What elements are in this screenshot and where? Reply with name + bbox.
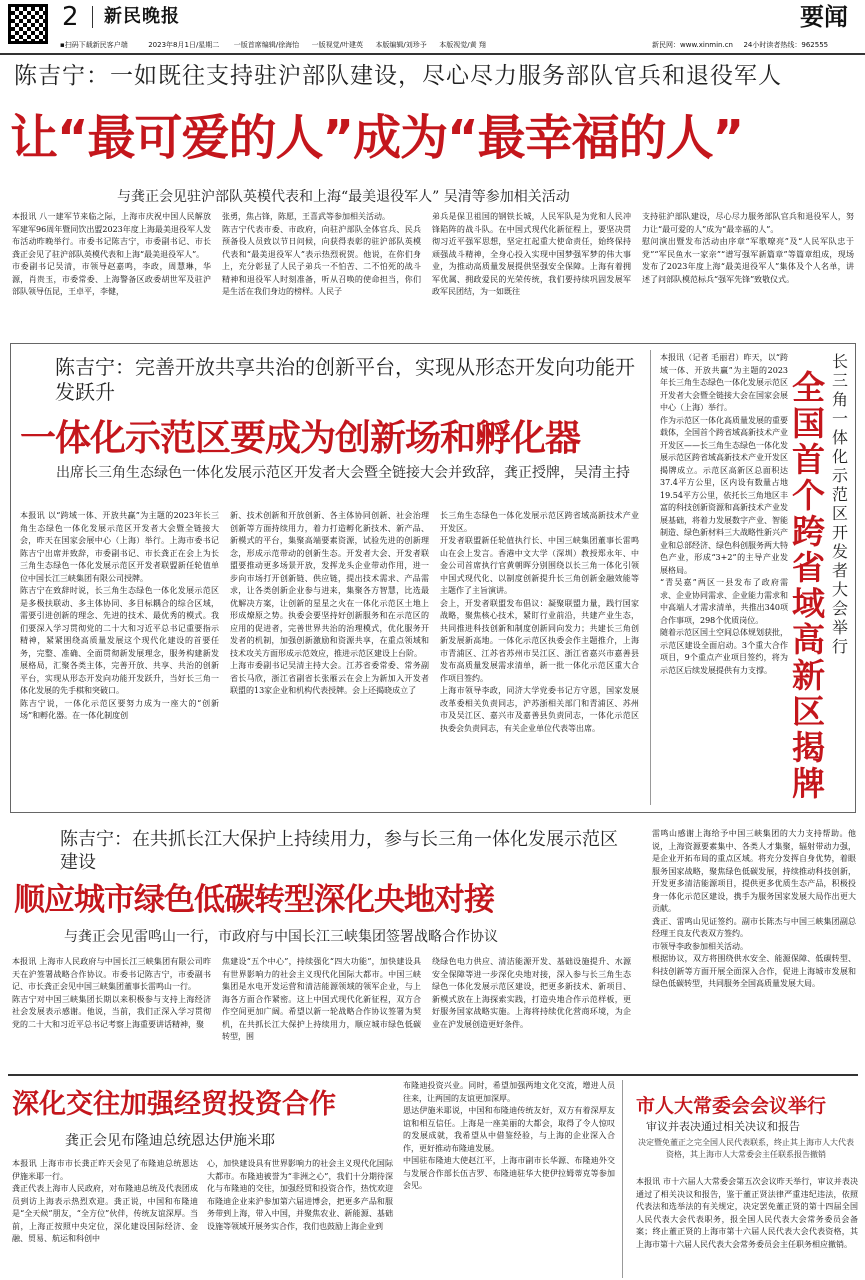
s3-subhead: 与龚正会见雷鸣山一行，市政府与中国长江三峡集团签署战略合作协议 bbox=[64, 929, 498, 945]
s3-col2: 焦建设“五个中心”，持续强化“四大功能”，加快建设具有世界影响力的社会主义现代化国际大都市。中国三峡集团是水电开发运营和清洁能源领域的领军企业，与上海各方面合作紧密。这上中国式现代化新征程，双方合作空间更加广阔。希望以新一轮战略合作协议签署为契机，在共抓长江大保护上持续用力，顺应城市绿色低碳转型，围 bbox=[222, 957, 421, 1041]
hotline: 24小时读者热线：962555 bbox=[743, 41, 829, 49]
s5-divider bbox=[622, 1080, 623, 1278]
s2-col1: 本报讯 以“跨域一体、开放共赢”为主题的2023年长三角生态绿色一体化发展示范区开发者大会暨全链接大会，昨天在国家会展中心（上海）举行。上海市委书记陈吉宁出席并致辞，市委副书记、市长龚正在会上为长三角生态绿色一体化发展示范区开发者联盟新任轮值单位中国长江三峡集团有限公司授牌。 陈吉宁在致辞时说，长三角生态绿色一体化发展示范区是多极扶联动、多主体协同、多目标耦合的综合区域，需要引进创新的理念、先进的技术、最优秀的模式。我们要深入学习贯彻党的二十大和习近平总书记重要指示精神，紧紧围绕高质量发展这个现代化建设的首要任务，完整、准确、全面贯彻新发展理念，服务构建新发展格局，汇聚各类主体，完善开放、共享、共治的创新平台，实现从形态开发向功能开发跃升，当好长三角一体化发展的先手棋和突破口。 陈吉宁说，一体化示范区要努力成为一座大的“创新场”和孵化器。在一体化制度创 bbox=[20, 511, 219, 720]
section-label: 要闻 bbox=[800, 2, 848, 31]
s4-col1: 本报讯 上海市市长龚正昨天会见了布隆迪总统恩达伊施米耶一行。 龚正代表上海市人民政府，对布隆迪总统及代表团成员到访上海表示热烈欢迎。龚正说，中国和布隆迪是“全天候”朋友，“全方位”伙伴，传统友谊深厚。当前，上海正按照中央定位，深化建设国际经济、金融、贸易、航运和科创中 bbox=[12, 1159, 198, 1243]
s1-subhead: 与龚正会见驻沪部队英模代表和上海“最美退役军人” 吴清等参加相关活动 bbox=[117, 189, 570, 205]
s2-side-divider bbox=[650, 350, 651, 805]
s3-side: 雷鸣山感谢上海给予中国三峡集团的大力支持帮助。他说，上海资源要素集中、各类人才集聚，辐射带动力强，是企业开拓布局的重点区域。将充分发挥自身优势，着眼服务国家战略，聚焦绿色低碳发展，持续推动科技创新，开发更多清洁能源项目，提供更多优质生态产品，积极投身一体化示范区建设，携手为服务国家发展大局作出更大贡献。 龚正、雷鸣山见证签约。副市长陈杰与中国三峡集团副总经理王良友代表双方签约。 市领导李政参加相关活动。 根据协议，双方将围绕供水安全、能源保障、低碳转型、科技创新等方面开展全面深入合作，促进上海城市发展和绿色低碳转型，共同服务全国高质量发展大局。 bbox=[652, 829, 856, 988]
editor-first: 一版视觉/叶建英 bbox=[311, 41, 363, 49]
s1-kicker: 陈吉宁：一如既往支持驻沪部队建设，尽心尽力服务部队官兵和退役军人 bbox=[14, 63, 782, 89]
qr-note: ▪扫码下载新民客户端 bbox=[60, 41, 128, 49]
qr-code bbox=[8, 4, 48, 44]
website: 新民网：www.xinmin.cn bbox=[652, 41, 733, 49]
page-number: 2 bbox=[62, 2, 79, 32]
s1-col3: 弟兵是保卫祖国的钢铁长城，人民军队是为党和人民冲锋陷阵的战斗队。在中国式现代化新征程上，要坚决贯彻习近平强军思想，坚定扛起重大使命责任，始终保持顽强战斗精神，全身心投入实现中国梦强军梦的伟大事业，为推动高质量发展提供坚强安全保障。上海有着拥军优属、拥政爱民的光荣传统，我们要持续巩固发展军政军民团结，为一如既往 bbox=[432, 212, 631, 296]
s2-side-headline: 全国首个跨省域高新区揭牌 bbox=[792, 368, 825, 803]
bottom-rule bbox=[8, 1074, 858, 1076]
s3-col3: 绕绿色电力供应、清洁能源开发、基础设施提升、水源安全保障等进一步深化央地对接，深入参与长三角生态绿色一体化发展示范区建设，把更多新技术、新项目、新模式放在上海探索实践，打造央地合作示范样板，更好服务国家战略实施。上海将持续优化营商环境，为企业在沪发展创造更好条件。 bbox=[432, 957, 631, 1029]
s1-col4: 支持驻沪部队建设，尽心尽力服务部队官兵和退役军人，努力让“最可爱的人”成为“最幸福的人”。 慰问演出暨发布活动由序章“军歌嘹亮”及“人民军队忠于党”“军民鱼水一家亲”“谱写强军新篇章”等篇章组成，现场发布了2023年度上海“最美退役军人”集体及个人名单，讲述了问部队模范标兵“强军先锋”致敬仪式。 bbox=[642, 212, 854, 284]
s2-col3: 长三角生态绿色一体化发展示范区跨省域高新技术产业开发区。 开发者联盟新任轮值执行长、中国三峡集团董事长雷鸣山在会上发言。香港中文大学（深圳）教授郑永年、中金公司首席执行官黄朝晖分别围绕以长三角一体化引领中国式现代化、以制度创新提升长三角创新金融效能等主题作了主旨演讲。 会上，开发者联盟发布倡议：凝聚联盟力量，践行国家战略，聚焦核心技术，紧盯行业前沿，共建产业生态，共同推进科技创新和制度创新同向发力；共建长三角创新发展新高地。一体化示范区执委会作主题推介，上海市青浦区、江苏省苏州市吴江区、浙江省嘉兴市嘉善县发布高质量发展需求清单，新一批一体化示范区重大合作项目签约。 上海市领导李政，同济大学党委书记方守恩，国家发展改革委相关负责同志，沪苏浙相关部门和青浦区、苏州市及吴江区、嘉兴市及嘉善县负责同志，一体化示范区执委会负责同志，有关企业单位代表等出席。 bbox=[440, 511, 639, 733]
paper-name: 新民晚报 bbox=[104, 6, 180, 27]
editor-visual: 本版视觉/黄 翔 bbox=[439, 41, 486, 49]
masthead-contact bbox=[652, 40, 828, 50]
s2-col2: 新、技术创新和开放创新、各主体协同创新、社会治理创新等方面持续用力，着力打造孵化新技术、新产品、新模式的平台，集聚高端要素资源，试验先进的创新理念，形成示范带动的创新生态。开发者大会、开发者联盟要推动更多场景开放，发挥龙头企业带动作用，进一步向市场打开创新链、供应链，提出技术需求、产品需求，让各类创新企业参与进来，集聚各方智慧，比选最优解决方案，让创新的星星之火在一体化示范区土地上形成燎原之势。执委会要坚持好创新服务和在示范区的应用的促进者，完善世界共治的治理模式，优化服务开发者的机制，加强创新激励和资源共享，在重点领域和技术攻关方面形成示范效应，推进示范区建设上台阶。 上海市委副书记吴清主持大会。江苏省委常委、常务副省长马欣，浙江省副省长张雁云在会上为新加入开发者联盟的13家企业和机构代表授牌。会上还揭晓成立了 bbox=[230, 511, 429, 695]
s3-col1: 本报讯 上海市人民政府与中国长江三峡集团有限公司昨天在沪签署战略合作协议。市委书记陈吉宁，市委副书记、市长龚正会见中国三峡集团董事长雷鸣山一行。 陈吉宁对中国三峡集团长期以来积极参与支持上海经济社会发展表示感谢。他说，当前，我们正深入学习贯彻党的二十大和习近平总书记考察上海重要讲话精神，聚 bbox=[12, 957, 211, 1029]
editor-chief: 一版首席编辑/徐海怡 bbox=[233, 41, 300, 49]
masthead-rule bbox=[0, 53, 865, 55]
s4-subhead: 龚正会见布隆迪总统恩达伊施米耶 bbox=[65, 1133, 275, 1149]
s4-col3: 布隆迪投资兴业。同时，希望加强两地文化交流，增进人员往来，让两国的友谊更加深厚。 恩达伊施米耶说，中国和布隆迪传统友好，双方有着深厚友谊和相互信任。上海是一座美丽的大都会，取得了令人惊叹的发展成就，我希望从中借鉴经验，与上海的企业深入合作，更好推动布隆迪发展。 中国驻布隆迪大使赵江平，上海市副市长华源、布隆迪外交与发展合作部长伍吉罗、布隆迪驻华大使伊拉姆蒂克等参加会见。 bbox=[403, 1081, 615, 1190]
s5-subhead: 审议并表决通过相关决议和报告 bbox=[646, 1120, 800, 1133]
issue-date: 2023年8月1日/星期二 bbox=[148, 41, 220, 49]
s4-headline: 深化交往加强经贸投资合作 bbox=[12, 1089, 336, 1120]
s2-side-text: 本报讯（记者 毛丽君）昨天，以“跨域一体、开放共赢”为主题的2023年长三角生态绿色一体化发展示范区开发者大会暨全链接大会在国家会展中心（上海）举行。 作为示范区一体化高质量发展的重要载体，全国首个跨省域高新技术产业开发区——长三角生态绿色一体化发展示范区跨省域高新技术产业开发区揭牌成立。示范区高新区总面积达37.4平方公里，区内设有数量占地19.54平方公里，依托长三角地区丰富的科技创新资源和高新技术产业发展基础，将着力发展数字产业、智能制造、绿色新材料三大战略性新兴产业和总部经济、绿色科创服务两大特色产业，形成“3+2”的主导产业发展格局。 “青吴嘉”两区一县发布了政府需求、企业协同需求、企业能力需求和中高端人才需求清单，共推出340项合作事项，298个优质岗位。 随着示范区国土空间总体规划获批，示范区建设全面启动。3个重大合作项目，9个重点产业项目签约，将为示范区后续发展提供有力支撑。 bbox=[660, 353, 788, 675]
s2-headline: 一体化示范区要成为创新场和孵化器 bbox=[20, 418, 581, 459]
s2-subhead: 出席长三角生态绿色一体化发展示范区开发者大会暨全链接大会并致辞，龚正授牌，吴清主持 bbox=[56, 465, 630, 481]
s2-kicker: 陈吉宁：完善开放共享共治的创新平台，实现从形态开发向功能开发跃升 bbox=[55, 355, 635, 404]
s5-body: 本报讯 市十六届人大常委会第五次会议昨天举行，审议并表决通过了相关决议和报告，鉴于董正贤法律严重违纪违法，依照代表法和选举法的有关规定，决定罢免董正贤的第十四届全国人民代表大会代表职务，报全国人民代表大会常务委员会备案；终止董正贤的上海市第十六届人民代表大会代表资格，其上海市第十六届人民代表大会常务委员会主任职务相应撤销。 bbox=[636, 1177, 858, 1249]
s5-summary: 决定暨免董正之完全国人民代表联系，终止其上海市人大代表资格，其上海市人大常委会主任联系报告撤销 bbox=[638, 1138, 854, 1159]
divider bbox=[92, 6, 93, 28]
s2-side-kicker: 长三角一体化示范区开发者大会举行 bbox=[832, 352, 849, 656]
s4-col2: 心，加快建设具有世界影响力的社会主义现代化国际大都市。布隆迪被誉为“非洲之心”，我们十分期待深化与布隆迪的交往，加强经贸和投资合作，热忱欢迎布隆迪企业来沪参加第六届进博会，把更多产品和服务带到上海，带入中国，并聚焦农业、新能源、基础设施等领域开展务实合作，我们也鼓励上海企业到 bbox=[207, 1159, 393, 1231]
s3-kicker: 陈吉宁：在共抓长江大保护上持续用力，参与长三角一体化发展示范区建设 bbox=[60, 829, 618, 873]
s1-col2: 张勇，焦占锋，陈愿，王喜武等参加相关活动。 陈吉宁代表市委、市政府，向驻沪部队全体官兵、民兵预备役人员致以节日问候，向获得表彰的驻沪部队英模代表和“最美退役军人”表示热烈祝贺。他说，在你们身上，充分彰显了人民子弟兵一不怕苦、二不怕死的战斗精神和退役军人时刻准备，听从召唤的使命担当，你们是生活在我们身边的榜样。人民子 bbox=[222, 212, 421, 296]
s5-headline: 市人大常委会会议举行 bbox=[636, 1095, 827, 1117]
s1-col1: 本报讯 八一建军节来临之际，上海市庆祝中国人民解放军建军96周年暨同饮出盟2023年度上海最美退役军人发布活动昨晚举行。市委书记陈吉宁，市委副书记、市长龚正会见了驻沪部队英模代表和上海“最美退役军人”。 市委副书记吴清，市领导赵嘉鸣，李政，周慧琳，华源，肖贵玉，市委常委、上海警备区政委胡世军及驻沪部队领导伍昆，王卓平，李健， bbox=[12, 212, 211, 296]
editor-page: 本版编辑/刘珍予 bbox=[375, 41, 427, 49]
s3-headline: 顺应城市绿色低碳转型深化央地对接 bbox=[14, 882, 494, 918]
s1-headline: 让“最可爱的人”成为“最幸福的人” bbox=[10, 110, 744, 166]
